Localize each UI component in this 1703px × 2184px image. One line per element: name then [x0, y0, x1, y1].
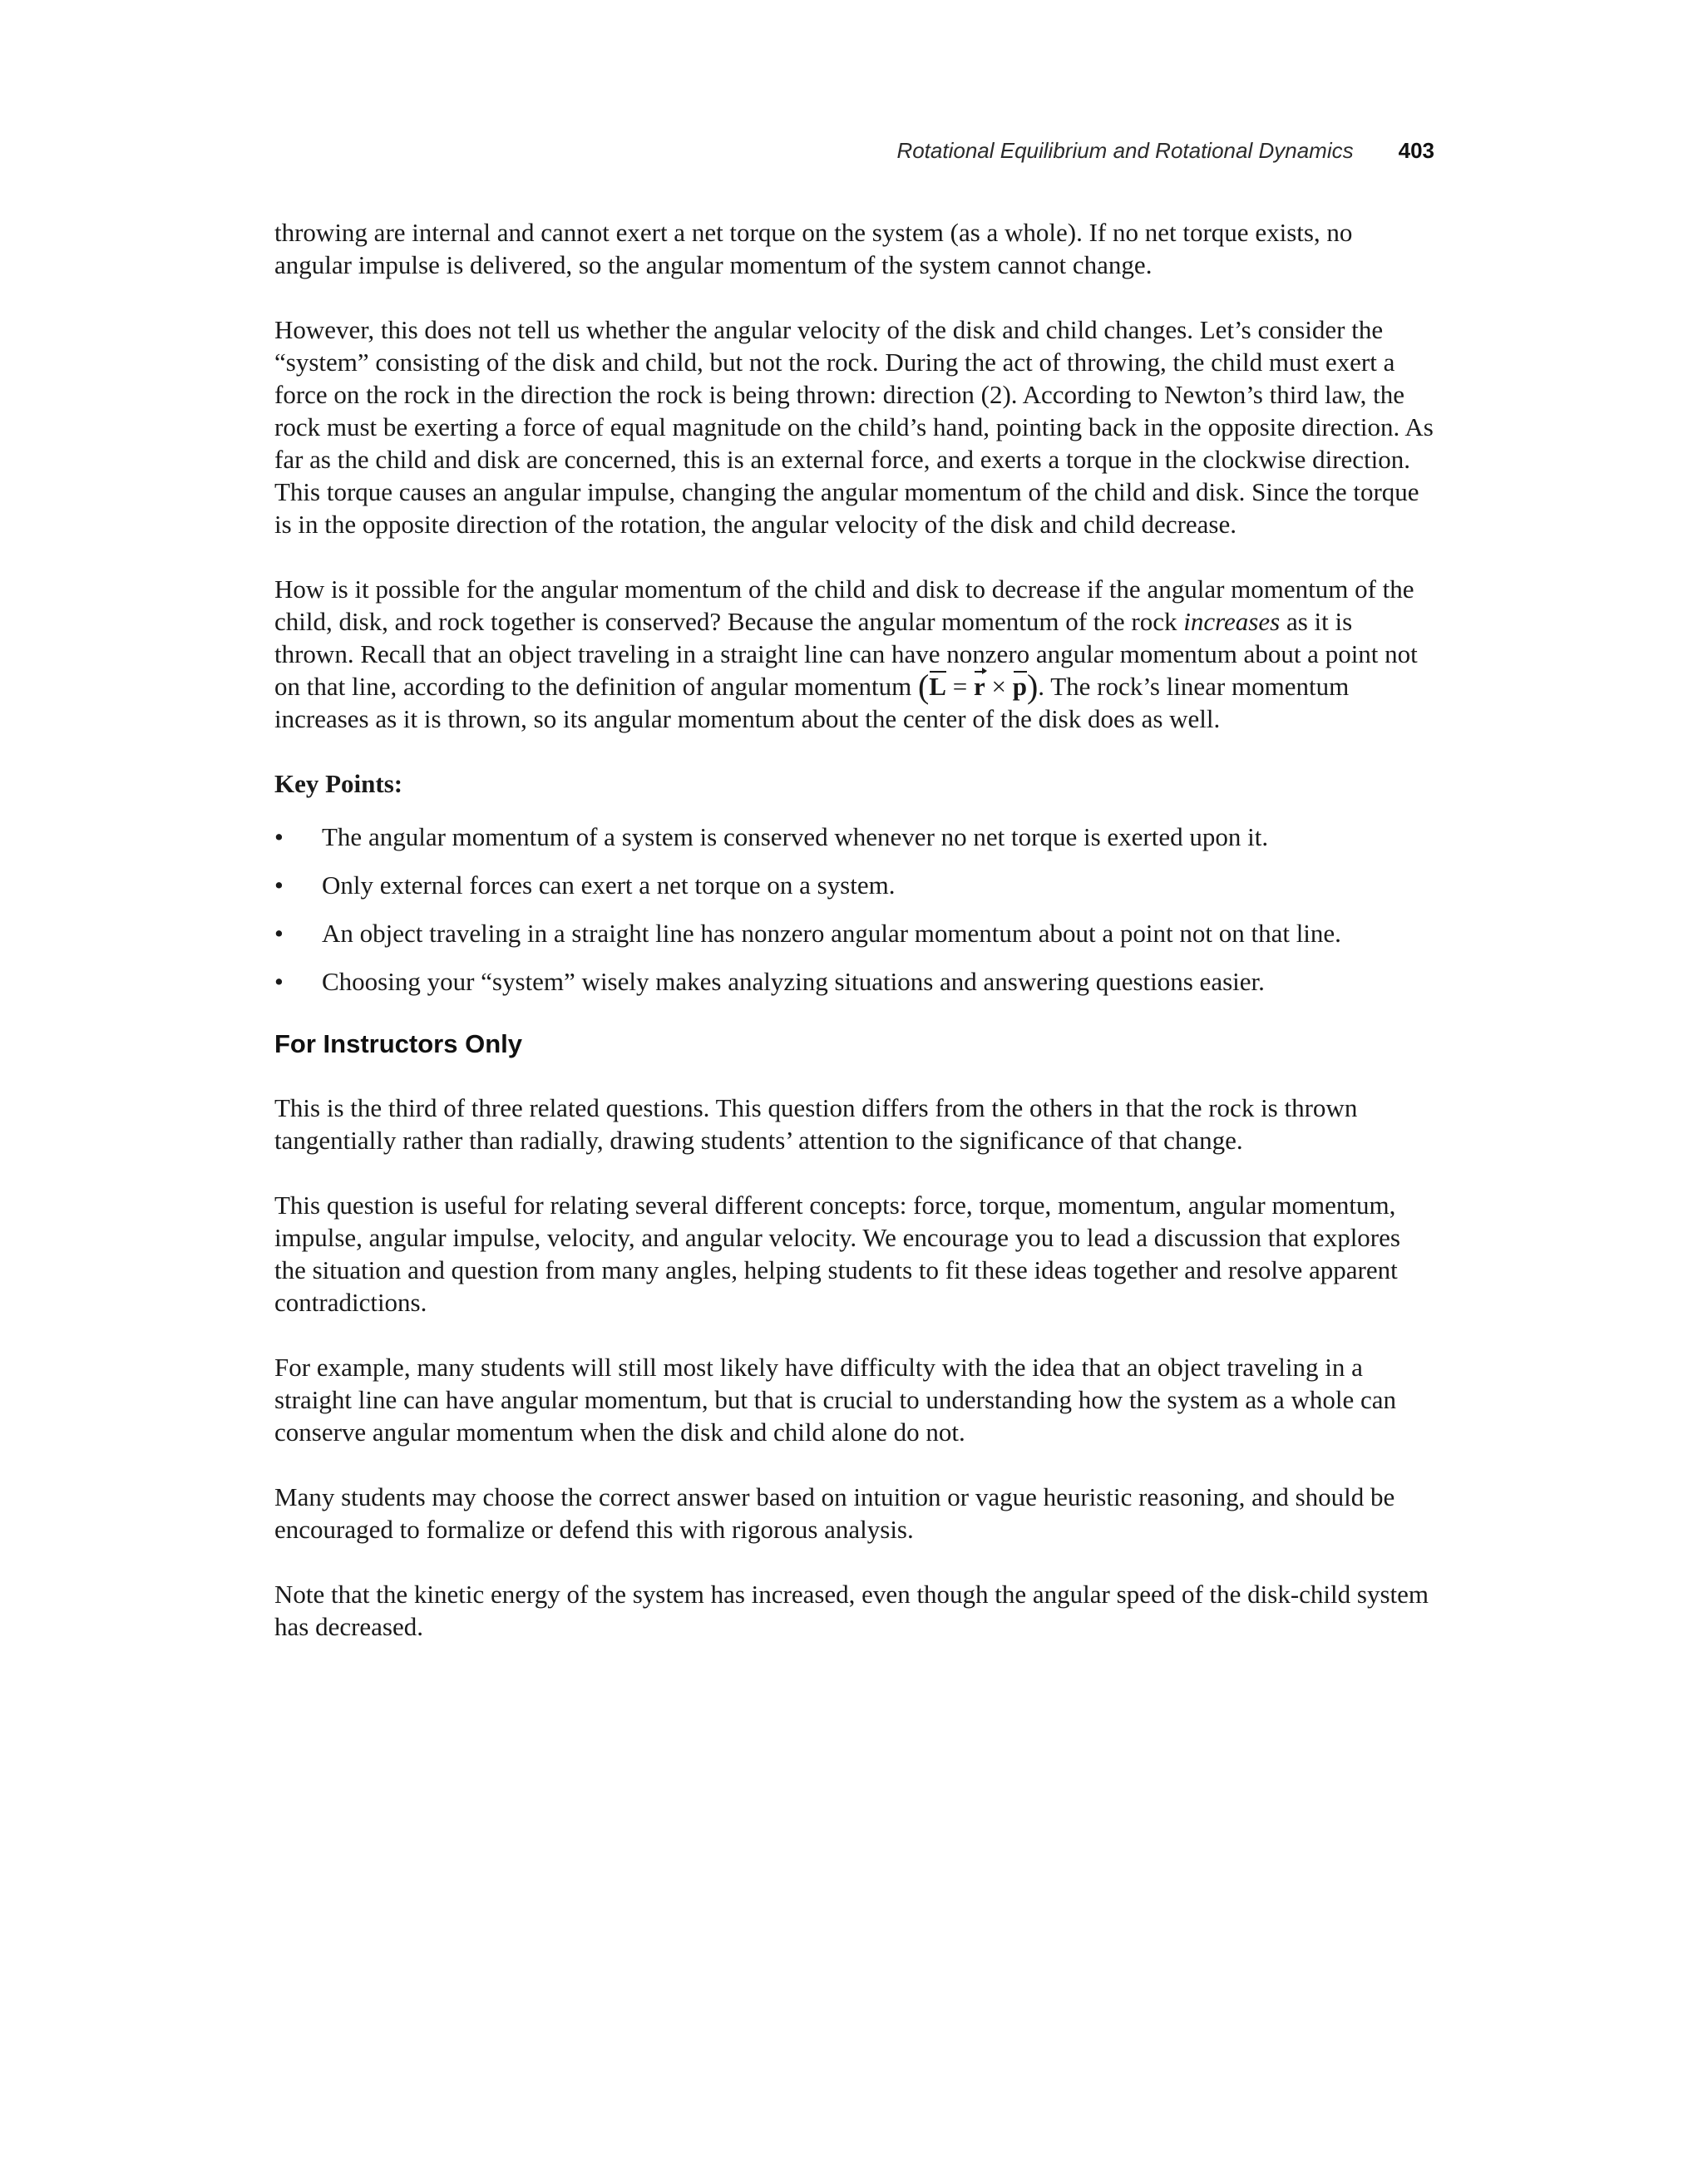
instructors-paragraph-4: Many students may choose the correct answer based on intuition or vague heuristic reasoning, and should be encouraged to formalize or defend this with rigorous analysis.: [274, 1482, 1395, 1544]
key-point-text: The angular momentum of a system is conserved whenever no net torque is exerted upon it.: [322, 822, 1269, 851]
bullet-icon: •: [274, 822, 284, 851]
bullet-icon: •: [274, 919, 284, 948]
equation-open-paren: (: [917, 668, 930, 705]
key-point-item: [274, 965, 1434, 998]
main-content: [274, 216, 1434, 1675]
equation-equals: =: [945, 672, 974, 701]
key-point-text: Choosing your “system” wisely makes analyzing situations and answering questions easier.: [322, 967, 1265, 996]
angular-momentum-equation: [917, 668, 1039, 705]
section-heading-instructors: For Instructors Only: [274, 1029, 522, 1058]
vector-r: r: [973, 672, 985, 701]
paragraph-text-c: . The rock’s linear momentum increases as it is thrown, so its angular momentum about the center of the disk does as well.: [274, 672, 1350, 733]
key-points-title: Key Points:: [274, 769, 403, 798]
paragraph-angular-momentum-rock: [274, 573, 1434, 735]
paragraph-text-a: How is it possible for the angular momentum of the child and disk to decrease if the angular momentum of the child, disk, and rock together is conserved? Because the angular momentum of the rock: [274, 574, 1414, 636]
vector-L: L: [929, 672, 946, 701]
key-point-text: An object traveling in a straight line has nonzero angular momentum about a point not on that line.: [322, 919, 1341, 948]
key-point-text: Only external forces can exert a net torque on a system.: [322, 870, 896, 900]
instructors-paragraph-2: This question is useful for relating several different concepts: force, torque, momentum, angular momentum, impulse, angular impulse, velocity, and angular velocity. We encourage you to lead a discussion that explores the situation and question from many angles, helping students to fit these ideas together and resolve apparent contradictions.: [274, 1191, 1400, 1317]
emphasis-increases: increases: [1183, 607, 1281, 636]
running-header: [274, 138, 1434, 164]
instructors-paragraph-1: This is the third of three related questions. This question differs from the others in that the rock is thrown tangentially rather than radially, drawing students’ attention to the significance of that change.: [274, 1093, 1358, 1155]
key-points-list: [274, 821, 1434, 998]
paragraph-angular-velocity: However, this does not tell us whether the angular velocity of the disk and child changes. Let’s consider the “system” consisting of the disk and child, but not the rock. During the act of throwing, the child must exert a force on the rock in the direction the rock is being thrown: direction (2). According to Newton’s third law, the rock must be exerting a force of equal magnitude on the child’s hand, pointing back in the opposite direction. As far as the child and disk are concerned, this is an external force, and exerts a torque in the clockwise direction. This torque causes an angular impulse, changing the angular momentum of the child and disk. Since the torque is in the opposite direction of the rotation, the angular velocity of the disk and child decrease.: [274, 315, 1434, 539]
instructors-paragraph-3: For example, many students will still most likely have difficulty with the idea that an object traveling in a straight line can have angular momentum, but that is crucial to understanding how the system as a whole can conserve angular momentum when the disk and child alone do not.: [274, 1353, 1396, 1447]
vector-p: p: [1012, 672, 1027, 701]
bullet-icon: •: [274, 870, 284, 900]
running-title: Rotational Equilibrium and Rotational Dynamics: [896, 138, 1354, 163]
key-point-item: [274, 821, 1434, 853]
page-number: 403: [1398, 138, 1434, 163]
equation-times: ×: [985, 672, 1013, 701]
equation-close-paren: ): [1026, 668, 1039, 705]
key-point-item: [274, 917, 1434, 949]
instructors-paragraph-5: Note that the kinetic energy of the system has increased, even though the angular speed of the disk-child system has decreased.: [274, 1580, 1429, 1641]
bullet-icon: •: [274, 967, 284, 996]
paragraph-continuation: throwing are internal and cannot exert a net torque on the system (as a whole). If no net torque exists, no angular impulse is delivered, so the angular momentum of the system cannot change.: [274, 218, 1353, 279]
paragraph-text-b: as it is thrown. Recall that an object traveling in a straight line can have nonzero angular momentum about a point not on that line, according to the definition of angular momentum: [274, 607, 1418, 701]
key-point-item: [274, 869, 1434, 901]
